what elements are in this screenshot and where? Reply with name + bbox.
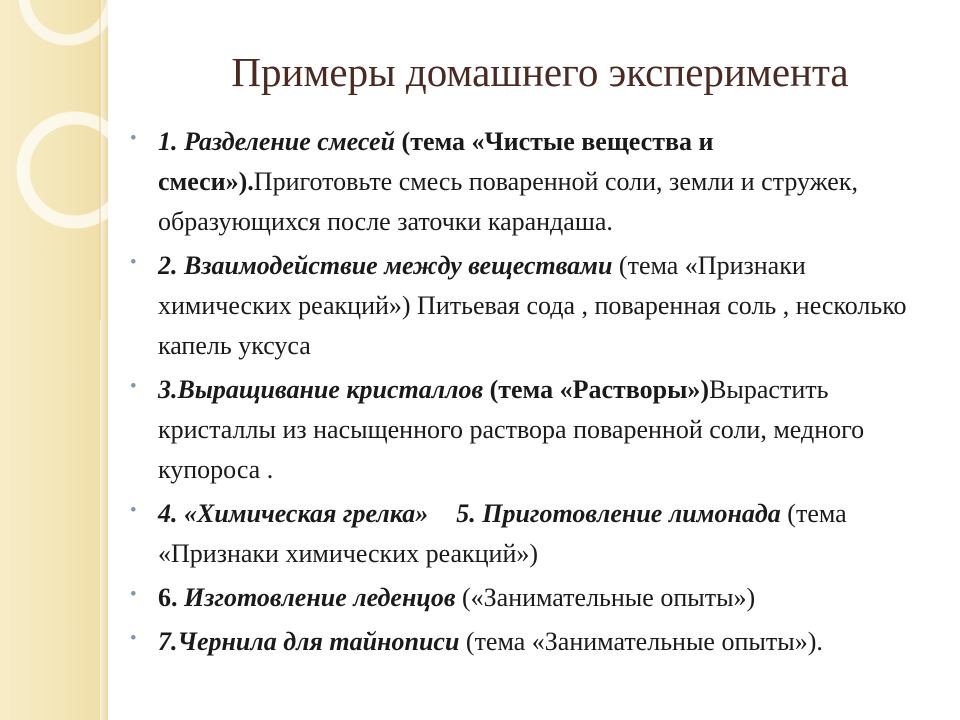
list-item xyxy=(130,370,920,490)
item-heading: 2. Взаимодействие между веществами xyxy=(158,251,613,280)
item-topic: (тема «Чистые вещества и смеси»). xyxy=(158,127,714,196)
item-description: (тема «Занимательные опыты»). xyxy=(459,627,823,656)
ring-middle xyxy=(23,118,127,222)
list-item xyxy=(130,246,920,366)
bullet-icon: • xyxy=(130,252,137,273)
list-item xyxy=(130,494,920,574)
list-item xyxy=(130,578,920,618)
item-description: (тема «Признаки химических реакций») xyxy=(158,499,847,568)
bullet-icon: • xyxy=(130,128,137,149)
bullet-icon: • xyxy=(130,628,137,649)
item-number: 6. xyxy=(158,583,178,612)
item-topic: (тема «Растворы») xyxy=(483,375,710,404)
bullet-icon: • xyxy=(130,584,137,605)
experiment-list xyxy=(130,122,920,666)
list-item xyxy=(130,622,920,662)
item-heading: 3.Выращивание кристаллов xyxy=(158,375,484,404)
item-description: («Занимательные опыты») xyxy=(455,583,756,612)
item-heading-second: 5. Приготовление лимонада xyxy=(456,499,781,528)
slide-title: Примеры домашнего эксперимента xyxy=(231,49,849,95)
list-item xyxy=(130,122,920,242)
item-description: Приготовьте смесь поваренной соли, земли и стружек, образующихся после заточки карандаша. xyxy=(158,167,858,236)
item-description: (тема «Признаки химических реакций») Питьевая сода , поваренная соль , несколько капель уксуса xyxy=(158,251,907,360)
bullet-icon: • xyxy=(130,500,137,521)
item-heading: 4. «Химическая грелка» xyxy=(158,499,429,528)
ring-top xyxy=(24,0,112,40)
bullet-icon: • xyxy=(130,376,137,397)
item-heading: 7.Чернила для тайнописи xyxy=(158,627,460,656)
item-heading: Изготовление леденцов xyxy=(177,583,456,612)
item-description: Вырастить кристаллы из насыщенного раствора поваренной соли, медного купороса . xyxy=(158,375,865,484)
item-heading: 1. Разделение смесей xyxy=(158,127,396,156)
